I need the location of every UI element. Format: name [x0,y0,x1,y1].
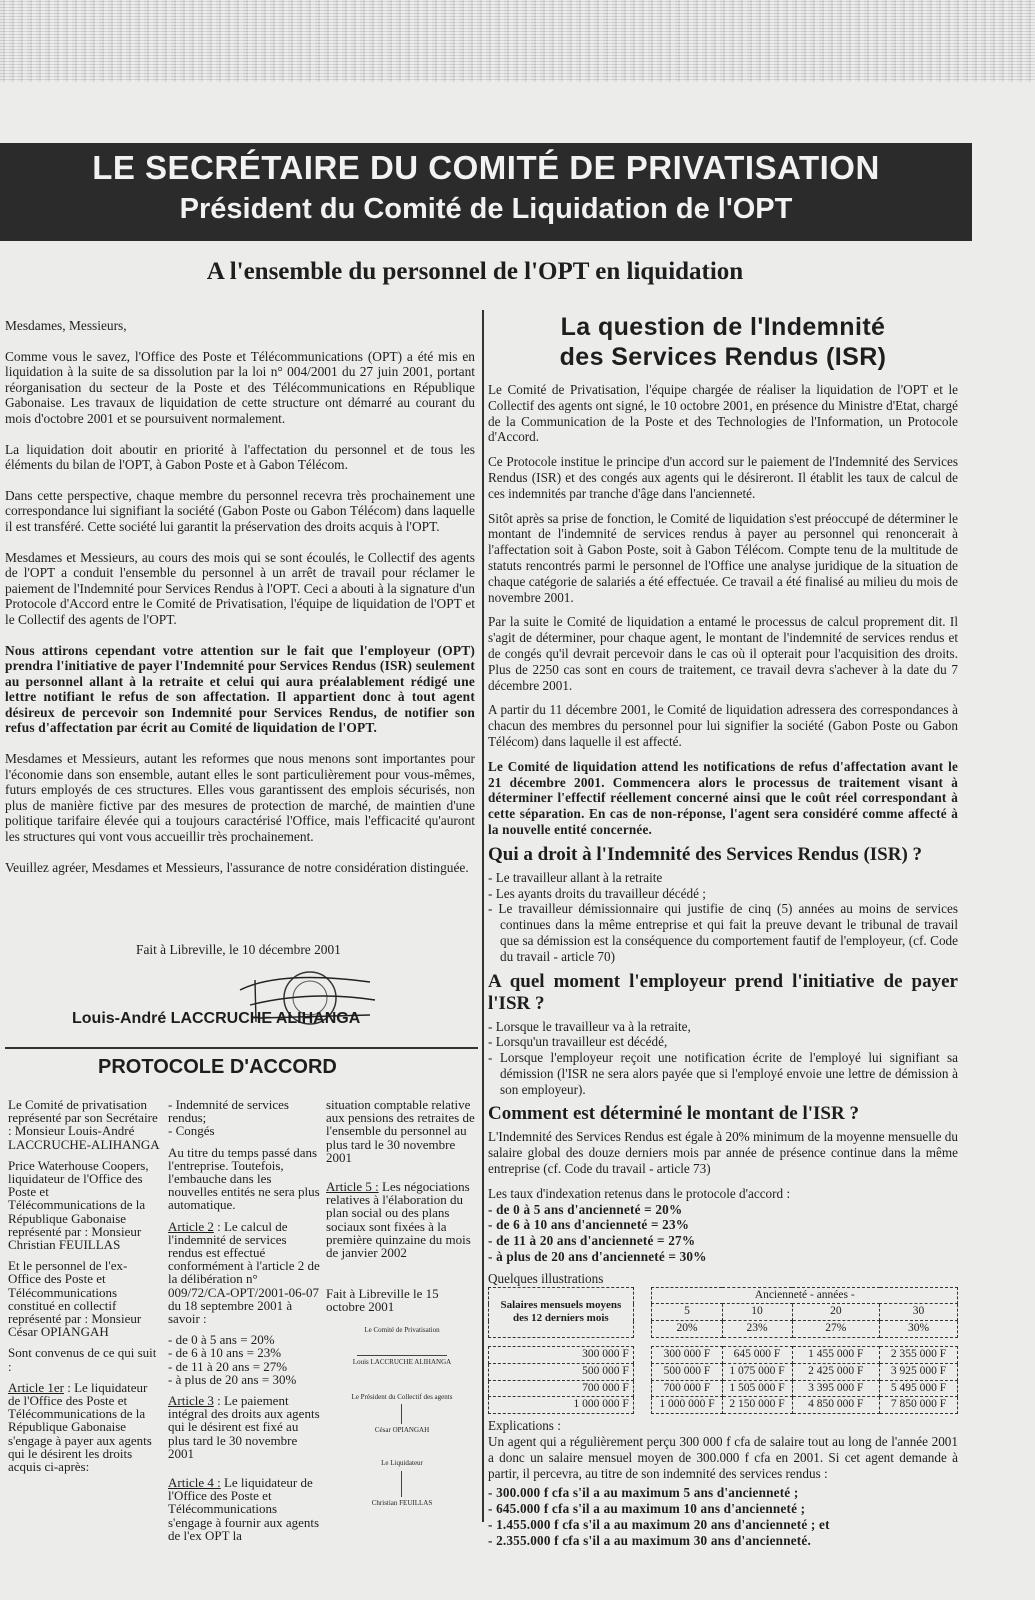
year-header: 5 [652,1304,722,1321]
table-row [489,1380,958,1397]
letter-bold-paragraph: Nous attirons cependant votre attention sur le fait que l'employeur (OPT) prendra l'initiative de payer l'Indemnité pour Services Rendus (ISR) seulement au personnel allant à la retraite et celui qui aura préalablement rédigé une lettre notifiant le refus de son affectation. Il appartient donc à tout agent désireux de percevoir son Indemnité pour Services Rendus, de notifier son refus d'affectation par écrit au Comité de liquidation de l'OPT. [5,642,475,736]
rate-header: 20% [652,1321,722,1338]
article-text: : Le liquidateur de l'Office des Poste et Télécommunications de la République Gabonaise s'engage à payer aux agents qui le désirent les droits acquis ci-après: [8,1379,152,1475]
signature-block [326,1391,478,1437]
table-row [489,1363,958,1380]
amount-cell: 3 925 000 F [880,1363,958,1380]
list-item: - Lorsque l'employeur reçoit une notification écrite de l'employé lui signifiant sa démission (l'ISR ne sera alors payée que si l'employé envoie une lettre de démission à son employeur). [488,1050,958,1097]
article-text: : Le calcul de l'indemnité de services rendus est effectué conformément à l'article 2 de la délibération n° 009/72/CA-OPT/2001-06-07 du 18 septembre 2001 à savoir : [168,1218,320,1327]
signatory-role: Le Comité de Privatisation [364,1325,440,1334]
article-text: : Le paiement intégral des droits aux agents qui le désirent est fixé au plus tard le 30 novembre 2001 [168,1393,320,1461]
protocol-party: Price Waterhouse Coopers, liquidateur de l'Office des Poste et Télécommunications de la République Gabonaise représenté par : Monsieur Christian FEUILLAS [8,1157,149,1253]
signatory-name: Louis LACCRUCHE ALIHANGA [352,1357,452,1366]
rate-header: 23% [722,1321,792,1338]
list-item: - de 0 à 5 ans d'ancienneté = 20% [488,1201,683,1217]
table-row [489,1347,958,1364]
isr-paragraph: Par la suite le Comité de liquidation a entamé le processus de calcul proprement dit. Il s'agit de déterminer, pour chaque agent, le montant de l'indemnité de services rendus et de congés qu'il devrait percevoir dans le cas où il opterait pour l'acquisition des droits. Plus de 2250 cas sont en cours de traitement, ce travail devra s'achever à la date du 7 décembre 2001. [488,614,958,693]
section-divider [5,1047,478,1049]
isr-title [488,312,958,372]
article-text: Les négociations relatives à l'élaboration du plan social ou des plans sociaux sont fixées à la première quinzaine du mois de janvier 2002 [326,1179,471,1261]
list-item: - Lorsqu'un travailleur est décédé, [488,1034,668,1050]
rate-item: - de 11 à 20 ans = 27% [168,1358,288,1374]
protocol-text: Au titre du temps passé dans l'entreprise. Toutefois, l'embauche dans les nouvelles entités ne sera plus automatique. [168,1144,320,1213]
salary-cell: 500 000 F [489,1363,634,1380]
rates-list [488,1202,958,1265]
protocol-column-3 [326,1098,478,1510]
signature-mark [401,1404,403,1424]
signature-block [326,1457,478,1509]
signature-mark [357,1337,447,1356]
isr-paragraph: Ce Protocole institue le principe d'un accord sur le paiement de l'Indemnité des Services Rendus (ISR) et des congés aux agents qui le désireront. Il établit les taux de calcul de ces indemnités par tranche d'âge dans l'ancienneté. [488,454,958,501]
protocol-place-date: Fait à Libreville le 15 octobre 2001 [326,1286,439,1315]
rate-item: - à plus de 20 ans = 30% [168,1371,297,1387]
article-2 [168,1220,320,1326]
amount-cell: 3 395 000 F [792,1380,880,1397]
rights-list [168,1098,320,1138]
amount-cell: 2 150 000 F [722,1397,792,1414]
letter-closing: Veuillez agréer, Mesdames et Messieurs, l'assurance de notre considération distinguée. [5,859,469,875]
amount-cell: 1 000 000 F [652,1397,722,1414]
year-header: 30 [880,1304,958,1321]
salary-cell: 1 000 000 F [489,1397,634,1414]
rights-item: - Congés [168,1123,215,1139]
list-item: - de 6 à 10 ans d'ancienneté = 23% [488,1217,690,1233]
timing-list [488,1019,958,1098]
article-4 [168,1476,320,1542]
amount-cell: 2 355 000 F [880,1347,958,1364]
rates-intro: Les taux d'indexation retenus dans le protocole d'accord : [488,1185,791,1201]
protocol-title: PROTOCOLE D'ACCORD [98,1056,337,1078]
salary-header: Salaires mensuels moyens des 12 derniers mois [489,1287,634,1337]
amount-cell: 645 000 F [722,1347,792,1364]
salutation: Mesdames, Messieurs, [5,318,127,333]
article-label: Article 3 [168,1393,214,1409]
letter-paragraph: Mesdames et Messieurs, au cours des mois qui se sont écoulés, le Collectif des agents de l'OPT a conduit l'ensemble du personnel à un arrêt de travail pour réclamer le paiement de l'Indemnité pour Services Rendus à l'OPT. Ceci a abouti à la signature d'un Protocole d'Accord entre le Comité de Privatisation, l'équipe de liquidation de l'OPT et le Collectif des agents de l'OPT. [5,549,475,627]
article-label: Article 2 [168,1218,214,1234]
isr-paragraph: A partir du 11 décembre 2001, le Comité de liquidation adressera des correspondances à chacun des membres du personnel pour lui signifier la société (Gabon Poste ou Gabon Télécom) dans laquelle il est affecté. [488,702,958,749]
isr-paragraph: L'Indemnité des Services Rendus est égale à 20% minimum de la moyenne mensuelle du salaire global des douze derniers mois par année de présence continue dans la même entreprise (cf. Code du travail - article 73) [488,1129,958,1177]
article-label: Article 5 : [326,1179,379,1195]
amount-cell: 1 455 000 F [792,1347,880,1364]
amount-cell: 300 000 F [652,1347,722,1364]
letter-place-date: Fait à Libreville, le 10 décembre 2001 [136,942,341,957]
salary-cell: 700 000 F [489,1380,634,1397]
protocol-party: Et le personnel de l'ex-Office des Poste et Télécommunications constitué en collectif représenté par : Monsieur César OPIANGAH [8,1258,142,1340]
amount-cell: 5 495 000 F [880,1380,958,1397]
salary-cell: 300 000 F [489,1347,634,1364]
article-label: Article 1er [8,1379,64,1395]
question-heading: Qui a droit à l'Indemnité des Services Rendus (ISR) ? [488,843,923,865]
rate-item: - de 6 à 10 ans = 23% [168,1345,282,1361]
list-item: - Lorsque le travailleur va à la retraite, [488,1018,691,1034]
seniority-header: Ancienneté - années - [652,1287,958,1304]
letter-paragraph: Comme vous le savez, l'Office des Poste et Télécommunications (OPT) a été mis en liquidation à la suite de sa dissolution par la loi n° 004/2001 du 27 juin 2001, portant réorganisation du secteur de la Poste et des Télécommunications en République Gabonaise. Les travaux de liquidation de cette structure ont démarré au courant du mois d'octobre 2001 et se poursuivent normalement. [5,348,475,426]
amount-cell: 500 000 F [652,1363,722,1380]
signature-mark [401,1471,403,1497]
letter-signer: Louis-André LACCRUCHE ALIHANGA [72,1010,361,1027]
list-item: - à plus de 20 ans d'ancienneté = 30% [488,1249,707,1265]
list-item: - Les ayants droits du travailleur décédé ; [488,885,706,901]
amount-cell: 2 425 000 F [792,1363,880,1380]
list-item: - 645.000 f cfa s'il a au maximum 10 ans d'ancienneté ; [488,1501,806,1517]
protocol-agreement: Sont convenus de ce qui suit : [8,1345,157,1374]
page-subtitle: A l'ensemble du personnel de l'OPT en liquidation [206,258,744,285]
explanations-text: Un agent qui a régulièrement perçu 300 000 f cfa de salaire tout au long de l'année 2001 a donc un salaire mensuel moyen de 300.000 f cfa en 2001. Si cet agent demande à partir, il percevra, au titre de son indemnité des services rendus : [488,1434,958,1481]
list-item: - Le travailleur allant à la retraite [488,869,663,885]
banner-subtitle: Président du Comité de Liquidation de l'OPT [179,193,793,225]
list-item: - 300.000 f cfa s'il a au maximum 5 ans d'ancienneté ; [488,1485,799,1501]
protocol-text: situation comptable relative aux pensions des retraites de l'ensemble du personnel au plus tard le 30 novembre 2001 [326,1097,475,1165]
signature-block [326,1324,478,1369]
list-item: - 2.355.000 f cfa s'il a au maximum 30 ans d'ancienneté. [488,1532,811,1548]
protocol-column-1 [8,1098,160,1481]
amount-cell: 1 075 000 F [722,1363,792,1380]
scan-border [0,0,1035,82]
isr-paragraph: Le Comité de Privatisation, l'équipe chargée de réaliser la liquidation de l'OPT et le Collectif des agents ont signé, le 10 octobre 2001, en présence du Ministre d'Etat, chargé de la Communication de la Poste et des Technologies de l'Information, un Protocole d'Accord. [488,382,958,445]
question-heading: A quel moment l'employeur prend l'initiative de payer l'ISR ? [488,970,958,1014]
signatory-name: Christian FEUILLAS [371,1498,433,1507]
year-header: 20 [792,1304,880,1321]
amount-cell: 7 850 000 F [880,1397,958,1414]
header-banner [0,143,972,241]
illustrations-title: Quelques illustrations [488,1270,604,1286]
signatory-role: Le Liquidateur [381,1459,423,1468]
article-1 [8,1381,160,1473]
signatory-role: Le Président du Collectif des agents [351,1393,453,1402]
isr-bold-paragraph: Le Comité de liquidation attend les notifications de refus d'affectation avant le 21 décembre 2001. Commencera alors le processus de traitement visant à déterminer l'effectif réellement concerné ainsi que le coût réel correspondant à cette séparation. En cas de non-réponse, l'agent sera considéré comme affecté à la nouvelle entité concernée. [488,758,958,837]
eligibility-list [488,870,958,965]
article-text: Le liquidateur de l'Office des Poste et Télécommunications s'engage à fournir aux agents de l'ex OPT la [168,1475,320,1543]
rate-item: - de 0 à 5 ans = 20% [168,1332,275,1348]
isr-title-line: La question de l'Indemnité [560,313,886,341]
isr-column [488,312,958,1555]
article-label: Article 4 : [168,1475,221,1491]
question-heading: Comment est déterminé le montant de l'ISR ? [488,1103,859,1125]
signatory-name: César OPIANGAH [374,1426,430,1435]
article-2-rates [168,1333,320,1386]
protocol-party: Le Comité de privatisation représenté par son Secrétaire : Monsieur Louis-André LACCRUCHE-ALIHANGA [8,1097,160,1152]
isr-paragraph: Sitôt après sa prise de fonction, le Comité de liquidation s'est préoccupé de déterminer le montant de l'indemnité de services rendus à payer au personnel qui renoncerait à l'affectation soit à Gabon Poste, soit à Gabon Télécom. Compte tenu de la multitude de statuts rencontrés parmi le personnel de l'Office une analyse juridique de la situation de chaque catégorie de salariés a été effectuée. Ce travail a été finalisé au milieu du mois de novembre 2001. [488,510,958,605]
isr-title-line: des Services Rendus (ISR) [559,343,887,371]
list-item: - 1.455.000 f cfa s'il a au maximum 20 ans d'ancienneté ; et [488,1517,830,1533]
year-header: 10 [722,1304,792,1321]
rights-item: - Indemnité de services rendus; [168,1097,289,1126]
letter-paragraph: Mesdames et Messieurs, autant les reformes que nous menons sont importantes pour l'économie dans son ensemble, autant elles le sont particulièrement pour vous-mêmes, futurs employés de ces structures. Elles vous garantissent des emplois sécurisés, non plus de manière fictive par des mesures de protection de marché, de maintien d'une politique tarifaire élevée qui a toujours caractérisé l'Office, mais l'efficacité qu'auront les structures qui vont vous accueillir très prochainement. [5,751,475,845]
article-5 [326,1180,478,1259]
protocol-column-2 [168,1098,320,1550]
letter-paragraph: La liquidation doit aboutir en priorité à l'affectation du personnel et de tous les éléments du bilan de l'OPT, à Gabon Poste et à Gabon Télécom. [5,441,475,473]
amount-cell: 700 000 F [652,1380,722,1397]
letter-column [5,318,475,890]
column-divider [482,310,484,1522]
list-item: - de 11 à 20 ans d'ancienneté = 27% [488,1233,696,1249]
amount-cell: 4 850 000 F [792,1397,880,1414]
article-3 [168,1394,320,1460]
rate-header: 30% [880,1321,958,1338]
amount-cell: 1 505 000 F [722,1380,792,1397]
list-item: - Le travailleur démissionnaire qui justifie de cinq (5) années au moins de services continues dans la même entreprise et qui fait la preuve devant le tribunal de travail que sa démission est la conséquence du comportement fautif de l'employeur, (cf. Code du travail - article 70) [488,901,958,964]
explanations-list [488,1485,958,1548]
rate-header: 27% [792,1321,880,1338]
banner-title: LE SECRÉTAIRE DU COMITÉ DE PRIVATISATION [92,149,880,186]
letter-paragraph: Dans cette perspective, chaque membre du personnel recevra très prochainement une correspondance lui signifiant la société (Gabon Poste ou Gabon Télécom) dans laquelle il est transféré. Cette société lui garantit la préservation des droits acquis à l'OPT. [5,487,475,534]
isr-table [488,1287,958,1415]
table-row [489,1397,958,1414]
explanations-label: Explications : [488,1418,561,1434]
